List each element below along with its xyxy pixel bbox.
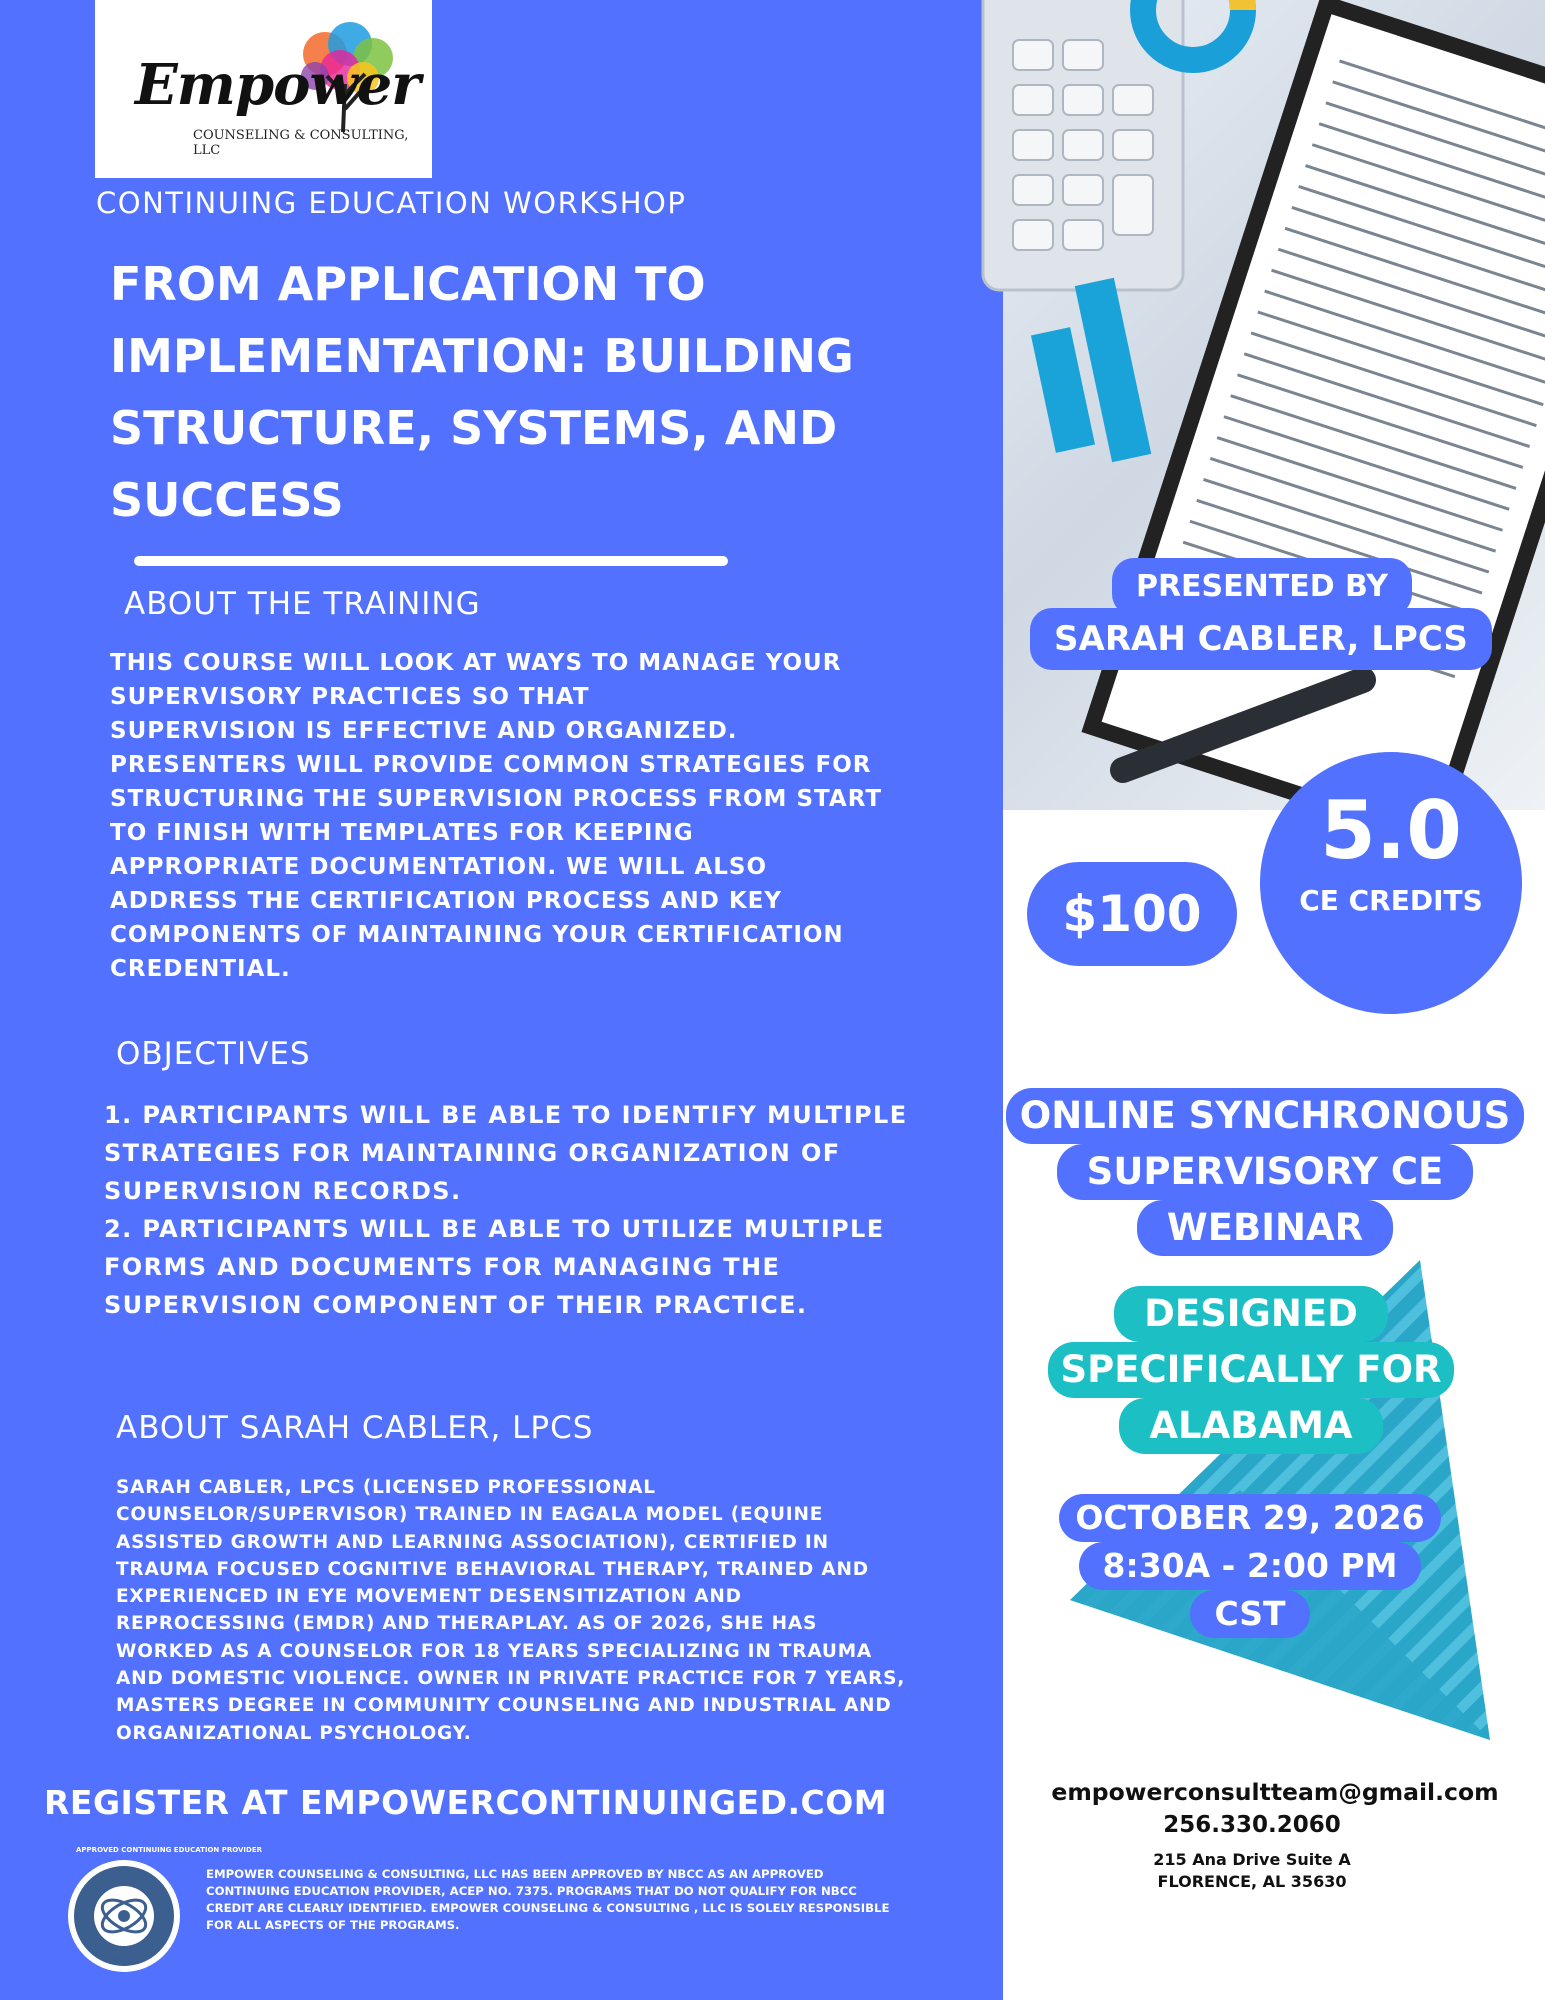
register-link[interactable]: REGISTER AT EMPOWERCONTINUINGED.COM [44,1783,888,1822]
body-line: TO FINISH WITH TEMPLATES FOR KEEPING [110,820,694,846]
title-line: IMPLEMENTATION: BUILDING [110,329,854,383]
presented-by-label: PRESENTED BY [1112,558,1412,616]
body-line: ADDRESS THE CERTIFICATION PROCESS AND KEY [110,888,783,914]
bio-line: TRAUMA FOCUSED COGNITIVE BEHAVIORAL THERAPY, TRAINED AND [116,1558,869,1580]
objective-line: SUPERVISION COMPONENT OF THEIR PRACTICE. [104,1291,808,1319]
webinar-line: WEBINAR [1137,1200,1393,1256]
body-line: STRUCTURING THE SUPERVISION PROCESS FROM START [110,786,883,812]
body-line: CREDENTIAL. [110,956,291,982]
webinar-line: SUPERVISORY CE [1057,1144,1474,1200]
credits-badge [1260,752,1522,1014]
bio-line: MASTERS DEGREE IN COMMUNITY COUNSELING AND INDUSTRIAL AND [116,1695,892,1717]
about-training-heading: ABOUT THE TRAINING [124,586,481,622]
objective-line: STRATEGIES FOR MAINTAINING ORGANIZATION OF [104,1139,841,1167]
disclaimer-line: CONTINUING EDUCATION PROVIDER, ACEP NO. 7375. PROGRAMS THAT DO NOT QUALIFY FOR NBCC [206,1884,857,1898]
objective-line: FORMS AND DOCUMENTS FOR MANAGING THE [104,1253,781,1281]
price-badge: $100 [1027,862,1237,966]
designed-block [1016,1286,1486,1454]
logo-subtitle: COUNSELING & CONSULTING, LLC [193,128,409,158]
bio-line: REPROCESSING (EMDR) AND THERAPLAY. AS OF 2026, SHE HAS [116,1613,818,1635]
about-training-body [110,646,990,986]
about-presenter-heading: ABOUT SARAH CABLER, LPCS [116,1410,594,1446]
body-line: COMPONENTS OF MAINTAINING YOUR CERTIFICATION [110,922,844,948]
nbcc-disclaimer [206,1866,996,1934]
objectives-body [104,1096,994,1324]
objective-line: 1. PARTICIPANTS WILL BE ABLE TO IDENTIFY MULTIPLE [104,1101,908,1129]
designed-line: DESIGNED [1114,1286,1388,1342]
body-line: THIS COURSE WILL LOOK AT WAYS TO MANAGE YOUR [110,650,842,676]
page-title [110,248,990,536]
bio-line: ASSISTED GROWTH AND LEARNING ASSOCIATION), CERTIFIED IN [116,1531,829,1553]
nbcc-seal-bottom: NBCC [111,1956,137,1965]
bio-line: SARAH CABLER, LPCS (LICENSED PROFESSIONAL [116,1477,656,1498]
body-line: SUPERVISORY PRACTICES SO THAT [110,684,590,710]
title-line: SUCCESS [110,473,344,527]
designed-line: SPECIFICALLY FOR [1048,1342,1453,1398]
logo [95,0,432,178]
disclaimer-line: FOR ALL ASPECTS OF THE PROGRAMS. [206,1918,460,1932]
contact-email[interactable]: empowerconsultteam@gmail.com [1051,1778,1499,1806]
webinar-block [1002,1088,1528,1256]
credits-label: CE CREDITS [1299,884,1483,917]
credits-value: 5.0 [1320,784,1462,877]
bio-line: WORKED AS A COUNSELOR FOR 18 YEARS SPECIALIZING IN TRAUMA [116,1640,873,1662]
presenter-name: SARAH CABLER, LPCS [1030,608,1492,670]
body-line: PRESENTERS WILL PROVIDE COMMON STRATEGIES FOR [110,752,872,778]
bio-line: COUNSELOR/SUPERVISOR) TRAINED IN EAGALA MODEL (EQUINE [116,1504,824,1526]
disclaimer-line: CREDIT ARE CLEARLY IDENTIFIED. EMPOWER COUNSELING & CONSULTING , LLC IS SOLELY RESPONSIBLE [206,1901,890,1915]
divider [134,556,728,566]
date-block [1040,1494,1460,1638]
kicker: CONTINUING EDUCATION WORKSHOP [96,186,687,220]
document-calculator-illustration [1003,0,1545,810]
body-line: SUPERVISION IS EFFECTIVE AND ORGANIZED. [110,718,738,744]
timezone-line: CST [1190,1590,1309,1638]
contact-address-2: FLORENCE, AL 35630 [1157,1872,1347,1891]
designed-line: ALABAMA [1119,1398,1382,1454]
contact-phone[interactable]: 256.330.2060 [1163,1812,1341,1838]
nbcc-seal-top: APPROVED CONTINUING EDUCATION PROVIDER [76,1846,262,1854]
bio-line: AND DOMESTIC VIOLENCE. OWNER IN PRIVATE PRACTICE FOR 7 YEARS, [116,1668,906,1690]
logo-wordmark: Empower [135,52,420,118]
body-line: APPROPRIATE DOCUMENTATION. WE WILL ALSO [110,854,767,880]
about-presenter-body [116,1474,996,1747]
objectives-heading: OBJECTIVES [116,1036,311,1072]
time-line: 8:30A - 2:00 PM [1079,1542,1422,1590]
objective-line: SUPERVISION RECORDS. [104,1177,462,1205]
webinar-line: ONLINE SYNCHRONOUS [1006,1088,1524,1144]
contact-address-1: 215 Ana Drive Suite A [1153,1850,1351,1869]
date-line: OCTOBER 29, 2026 [1059,1494,1440,1542]
disclaimer-line: EMPOWER COUNSELING & CONSULTING, LLC HAS BEEN APPROVED BY NBCC AS AN APPROVED [206,1867,824,1881]
bio-line: EXPERIENCED IN EYE MOVEMENT DESENSITIZATION AND [116,1586,742,1608]
title-line: FROM APPLICATION TO [110,257,706,311]
hero-photo [1003,0,1545,810]
title-line: STRUCTURE, SYSTEMS, AND [110,401,838,455]
bio-line: ORGANIZATIONAL PSYCHOLOGY. [116,1722,472,1744]
objective-line: 2. PARTICIPANTS WILL BE ABLE TO UTILIZE MULTIPLE [104,1215,885,1243]
